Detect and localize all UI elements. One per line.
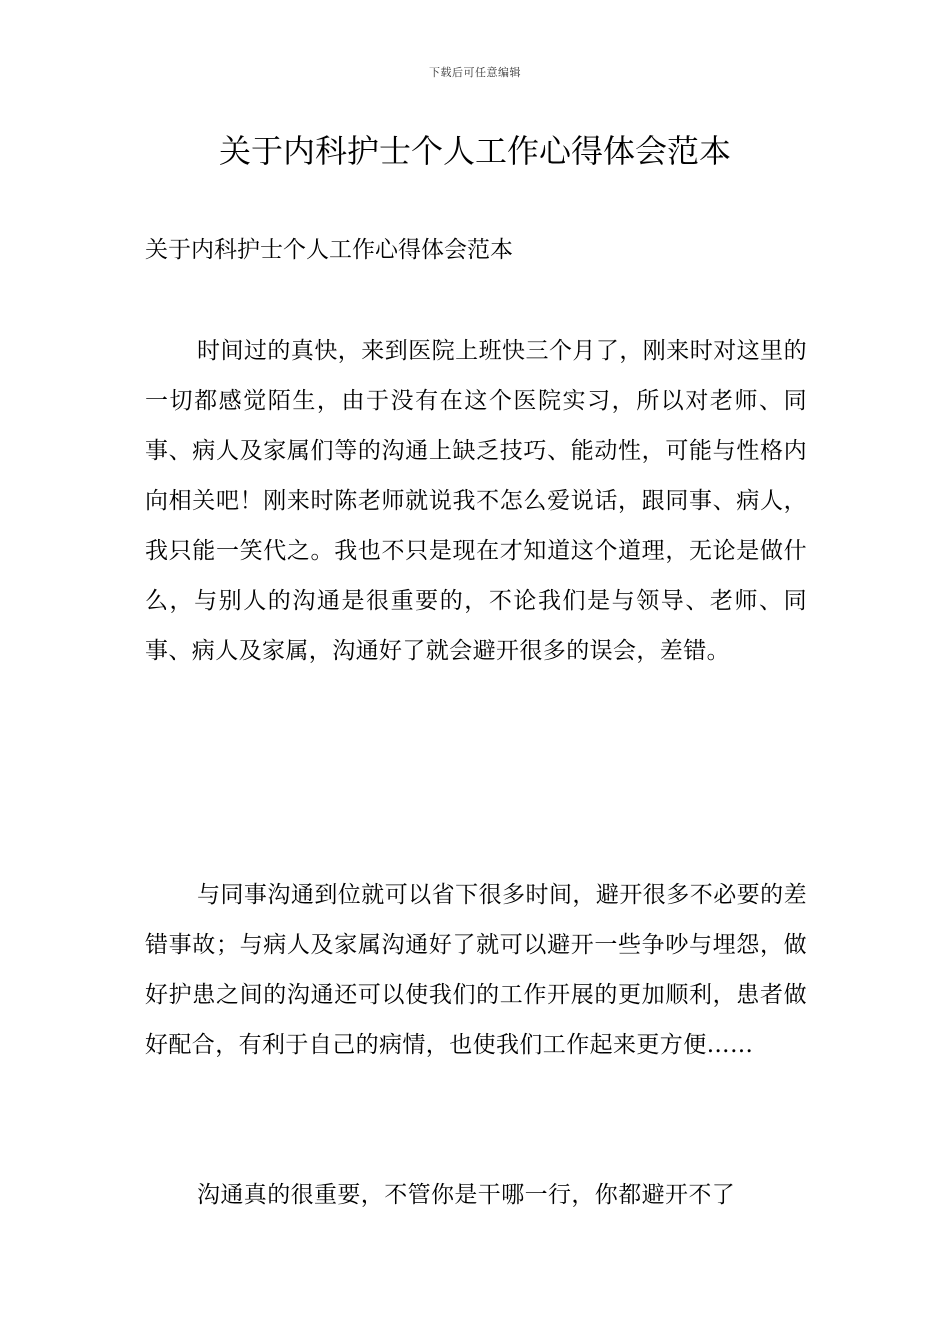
document-title: 关于内科护士个人工作心得体会范本 [218,132,731,170]
header-note: 下载后可任意编辑 [429,66,521,79]
document-subtitle: 关于内科护士个人工作心得体会范本 [145,237,513,263]
body-paragraph-1: 时间过的真快，来到医院上班快三个月了，刚来时对这里的一切都感觉陌生，由于没有在这个医院实习，所以对老师、同事、病人及家属们等的沟通上缺乏技巧、能动性，可能与性格内向相关吧！刚来时陈老师就说我不怎么爱说话，跟同事、病人，我只能一笑代之。我也不只是现在才知道这个道理，无论是做什么，与别人的沟通是很重要的，不论我们是与领导、老师、同事、病人及家属，沟通好了就会避开很多的误会，差错。 [145,338,807,664]
body-paragraph-3: 沟通真的很重要，不管你是干哪一行，你都避开不了 [197,1182,736,1208]
body-paragraph-2: 与同事沟通到位就可以省下很多时间，避开很多不必要的差错事故；与病人及家属沟通好了就可以避开一些争吵与埋怨，做好护患之间的沟通还可以使我们的工作开展的更加顺利，患者做好配合，有利于自己的病情，也使我们工作起来更方便…… [145,882,807,1058]
